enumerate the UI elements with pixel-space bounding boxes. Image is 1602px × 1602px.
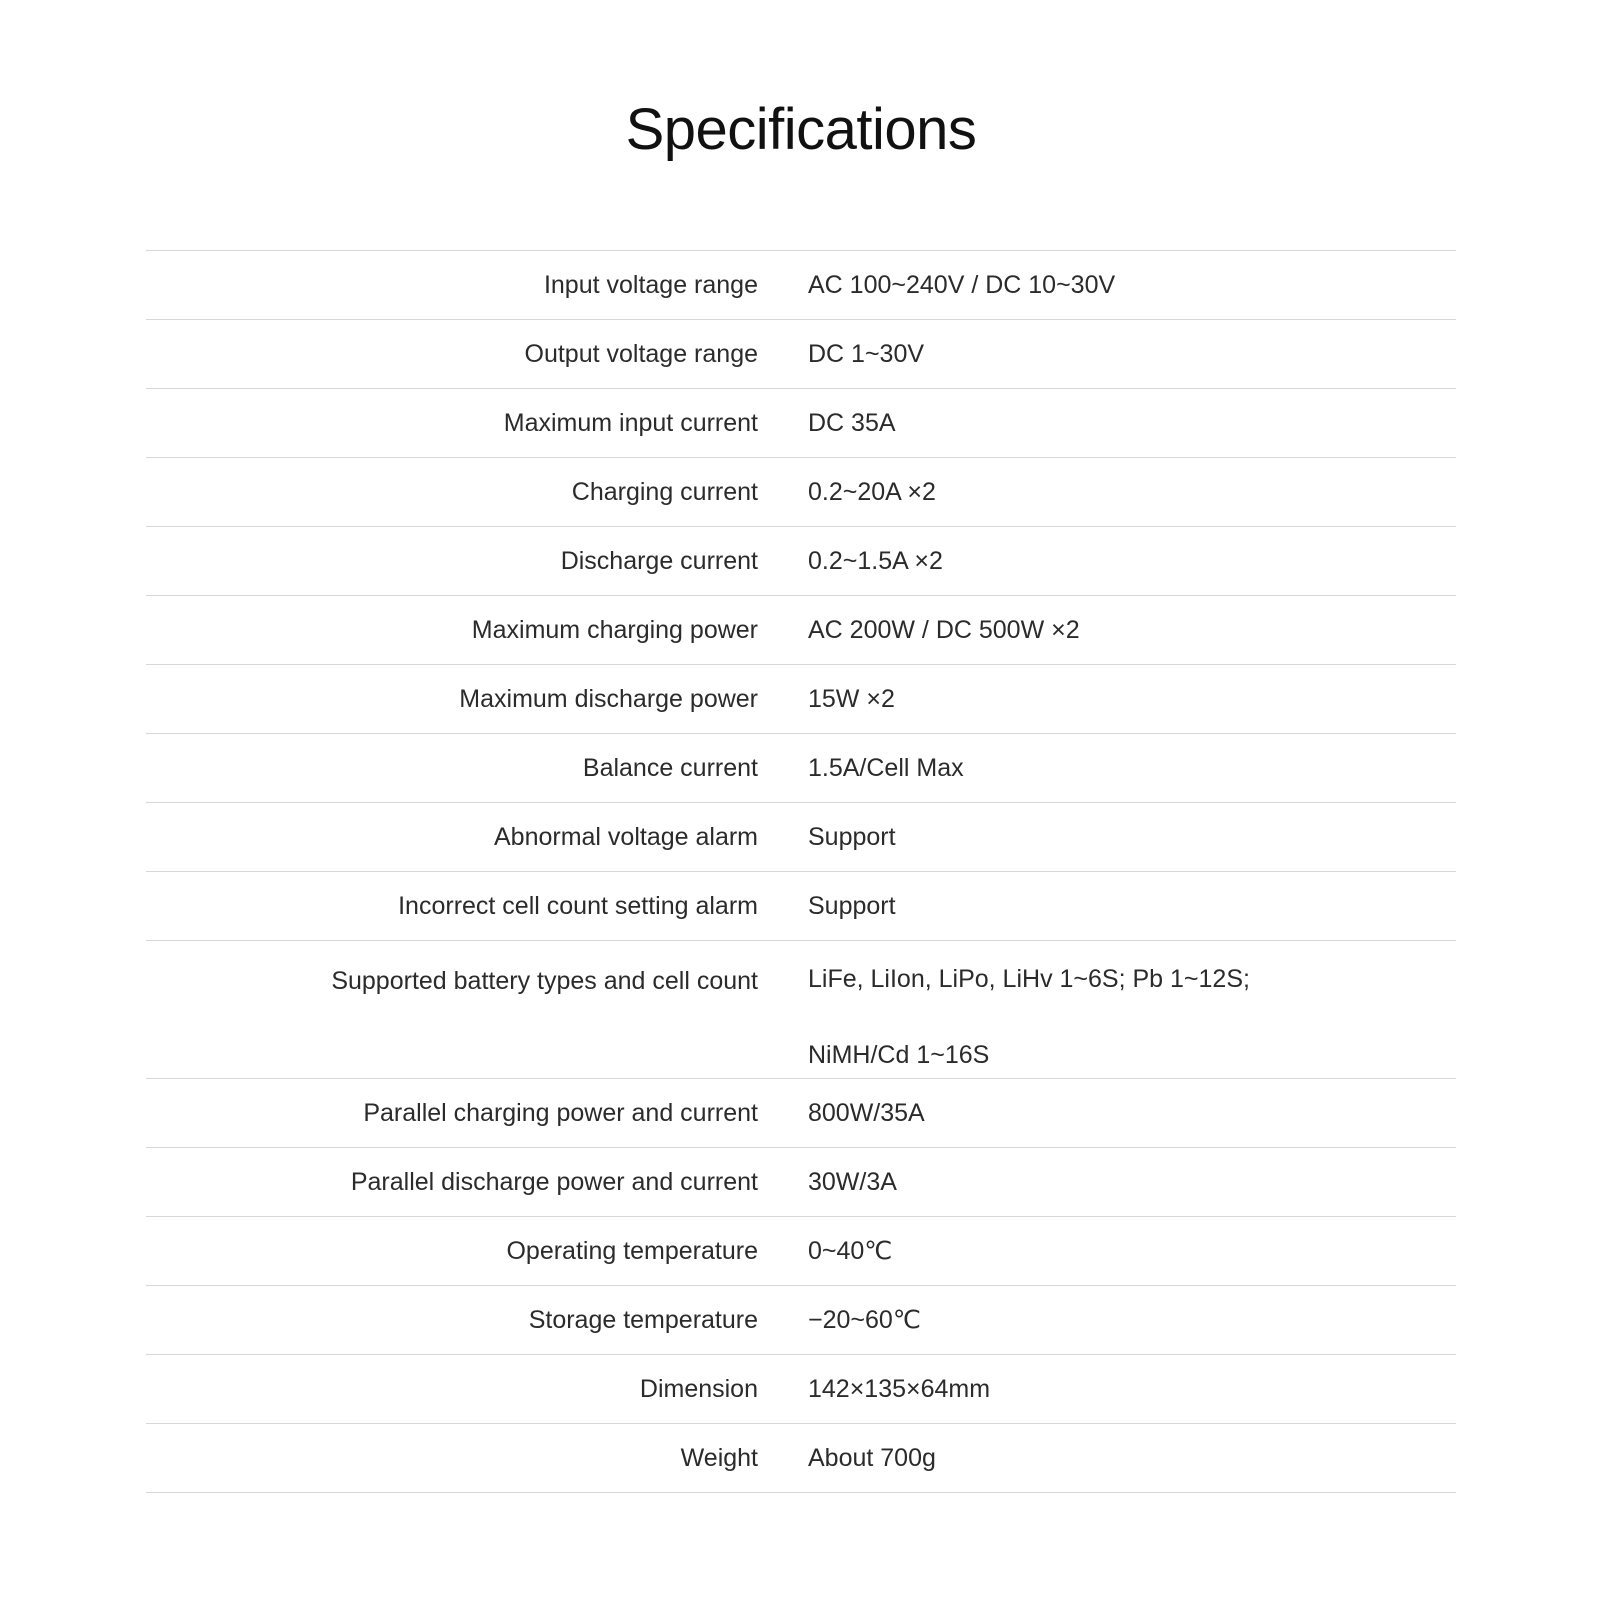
spec-value: 0.2~20A ×2 — [808, 477, 936, 506]
table-row — [146, 526, 1456, 595]
spec-value: 15W ×2 — [808, 684, 895, 713]
table-row — [146, 457, 1456, 526]
spec-label: Storage temperature — [528, 1305, 758, 1334]
page-title: Specifications — [625, 97, 977, 162]
spec-value: 142×135×64mm — [808, 1374, 991, 1403]
spec-value: 0~40℃ — [808, 1236, 893, 1265]
spec-value: AC 200W / DC 500W ×2 — [808, 615, 1080, 644]
table-row — [146, 1147, 1456, 1216]
specifications-table-body — [146, 250, 1456, 1492]
spec-value-line-2: NiMH/Cd 1~16S — [808, 1041, 990, 1070]
spec-value: 1.5A/Cell Max — [808, 753, 964, 782]
spec-label: Maximum discharge power — [459, 684, 758, 713]
spec-label: Parallel discharge power and current — [350, 1167, 758, 1196]
spec-value: 800W/35A — [808, 1098, 925, 1127]
table-row — [146, 388, 1456, 457]
table-row — [146, 733, 1456, 802]
spec-label: Maximum charging power — [471, 615, 758, 644]
spec-label: Incorrect cell count setting alarm — [398, 891, 758, 920]
spec-value: Support — [808, 822, 896, 851]
spec-value: Support — [808, 891, 896, 920]
specifications-table — [146, 250, 1456, 1493]
spec-value: DC 35A — [808, 408, 896, 437]
spec-label: Supported battery types and cell count — [331, 966, 758, 995]
spec-value-line-1: LiFe, LiIon, LiPo, LiHv 1~6S; Pb 1~12S; — [808, 964, 1250, 993]
table-row — [146, 1078, 1456, 1147]
table-row — [146, 319, 1456, 388]
spec-label: Abnormal voltage alarm — [493, 822, 758, 851]
spec-label: Balance current — [582, 753, 758, 782]
spec-label: Charging current — [571, 477, 758, 506]
spec-value — [806, 940, 1456, 1078]
spec-label: Maximum input current — [503, 408, 758, 437]
spec-value: DC 1~30V — [808, 339, 925, 368]
table-row — [146, 871, 1456, 940]
spec-value: 30W/3A — [808, 1167, 897, 1196]
spec-value: 0.2~1.5A ×2 — [808, 546, 943, 575]
spec-label: Weight — [680, 1443, 758, 1472]
spec-label: Discharge current — [560, 546, 758, 575]
table-row — [146, 250, 1456, 319]
table-row — [146, 940, 1456, 1078]
spec-label: Dimension — [639, 1374, 758, 1403]
spec-value: −20~60℃ — [808, 1305, 921, 1334]
spec-label: Input voltage range — [543, 270, 758, 299]
table-row — [146, 1423, 1456, 1492]
spec-value: About 700g — [808, 1443, 936, 1472]
table-row — [146, 1285, 1456, 1354]
spec-label: Output voltage range — [524, 339, 758, 368]
spec-value: AC 100~240V / DC 10~30V — [808, 270, 1116, 299]
table-row — [146, 1216, 1456, 1285]
table-row — [146, 664, 1456, 733]
spec-label: Parallel charging power and current — [363, 1098, 758, 1127]
table-row — [146, 595, 1456, 664]
spec-label: Operating temperature — [506, 1236, 758, 1265]
table-row — [146, 1354, 1456, 1423]
table-row — [146, 802, 1456, 871]
